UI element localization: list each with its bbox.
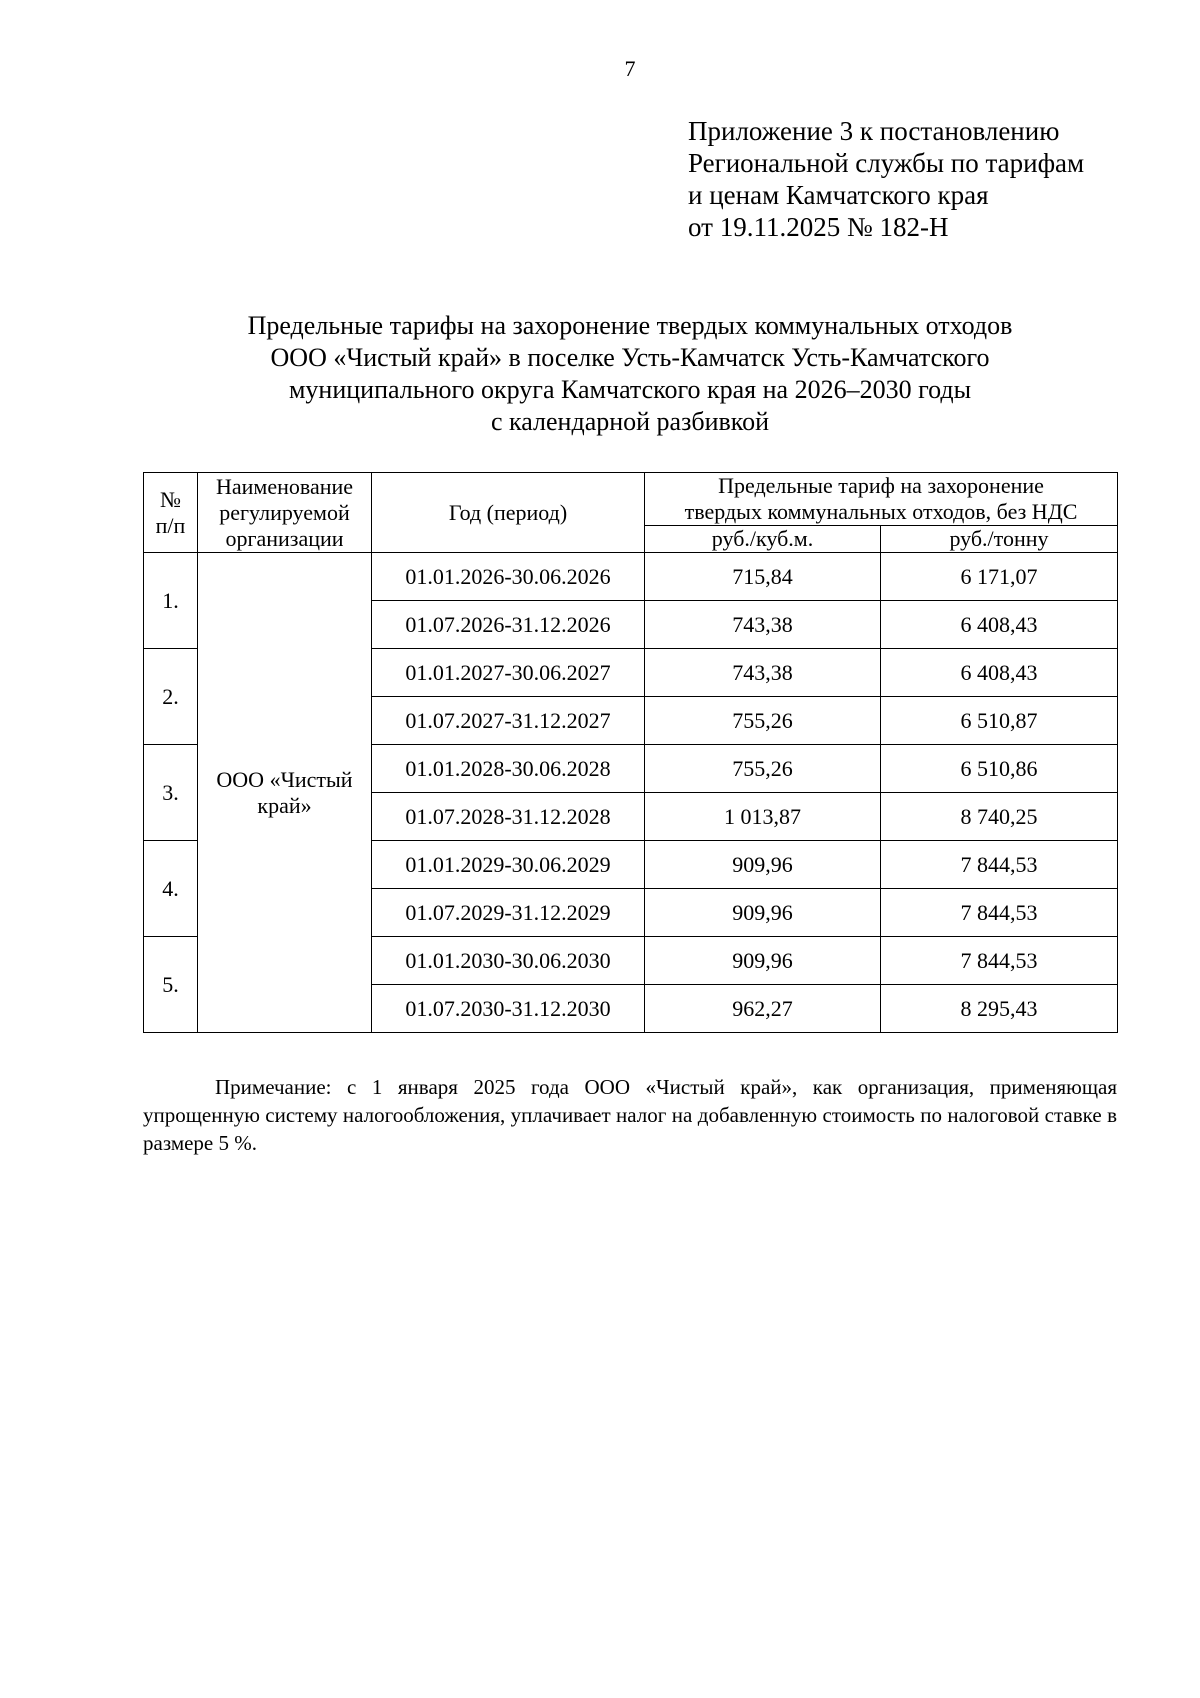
tariff-m3-cell: 755,26 bbox=[645, 745, 881, 793]
tariff-m3-cell: 909,96 bbox=[645, 841, 881, 889]
tariff-m3-cell: 909,96 bbox=[645, 889, 881, 937]
header-unit-m3: руб./куб.м. bbox=[645, 526, 881, 553]
tariff-t-cell: 6 408,43 bbox=[881, 649, 1118, 697]
period-cell: 01.07.2030-31.12.2030 bbox=[372, 985, 645, 1033]
tariff-m3-cell: 715,84 bbox=[645, 553, 881, 601]
appendix-line: Региональной службы по тарифам bbox=[688, 148, 1085, 178]
period-cell: 01.01.2026-30.06.2026 bbox=[372, 553, 645, 601]
tariff-t-cell: 6 171,07 bbox=[881, 553, 1118, 601]
appendix-line: и ценам Камчатского края bbox=[688, 180, 989, 210]
tariff-m3-cell: 755,26 bbox=[645, 697, 881, 745]
title-line: Предельные тарифы на захоронение твердых коммунальных отходов bbox=[247, 311, 1013, 340]
tariff-m3-cell: 1 013,87 bbox=[645, 793, 881, 841]
period-cell: 01.07.2028-31.12.2028 bbox=[372, 793, 645, 841]
period-cell: 01.07.2026-31.12.2026 bbox=[372, 601, 645, 649]
appendix-line: от 19.11.2025 № 182-Н bbox=[688, 212, 949, 242]
table-row bbox=[144, 553, 1118, 601]
period-cell: 01.07.2029-31.12.2029 bbox=[372, 889, 645, 937]
period-cell: 01.01.2027-30.06.2027 bbox=[372, 649, 645, 697]
tariff-t-cell: 6 408,43 bbox=[881, 601, 1118, 649]
header-organization: Наименование регулируемой организации bbox=[198, 473, 372, 553]
tariff-t-cell: 7 844,53 bbox=[881, 841, 1118, 889]
tariff-m3-cell: 909,96 bbox=[645, 937, 881, 985]
appendix-reference bbox=[688, 115, 1084, 243]
header-tariff: Предельные тариф на захоронение твердых коммунальных отходов, без НДС bbox=[645, 473, 1118, 526]
appendix-line: Приложение 3 к постановлению bbox=[688, 116, 1060, 146]
tariff-t-cell: 7 844,53 bbox=[881, 889, 1118, 937]
period-cell: 01.01.2030-30.06.2030 bbox=[372, 937, 645, 985]
organization-cell: ООО «Чистый край» bbox=[198, 553, 372, 1033]
tariff-m3-cell: 743,38 bbox=[645, 601, 881, 649]
tariff-m3-cell: 743,38 bbox=[645, 649, 881, 697]
header-unit-t: руб./тонну bbox=[881, 526, 1118, 553]
title-line: с календарной разбивкой bbox=[490, 407, 770, 436]
period-cell: 01.01.2029-30.06.2029 bbox=[372, 841, 645, 889]
tariff-table bbox=[143, 472, 1118, 1033]
tariff-t-cell: 8 740,25 bbox=[881, 793, 1118, 841]
tariff-m3-cell: 962,27 bbox=[645, 985, 881, 1033]
page-number: 7 bbox=[624, 56, 636, 81]
tariff-t-cell: 6 510,87 bbox=[881, 697, 1118, 745]
tariff-t-cell: 6 510,86 bbox=[881, 745, 1118, 793]
row-number: 1. bbox=[144, 553, 198, 649]
title-line: ООО «Чистый край» в поселке Усть-Камчатск Усть-Камчатского bbox=[270, 343, 990, 372]
period-cell: 01.07.2027-31.12.2027 bbox=[372, 697, 645, 745]
document-title bbox=[130, 310, 1130, 438]
row-number: 2. bbox=[144, 649, 198, 745]
row-number: 4. bbox=[144, 841, 198, 937]
footnote: Примечание: с 1 января 2025 года ООО «Чистый край», как организация, применяющая упрощенную систему налогообложения, уплачивает налог на добавленную стоимость по налоговой ставке в размере 5 %. bbox=[143, 1075, 1117, 1155]
tariff-t-cell: 8 295,43 bbox=[881, 985, 1118, 1033]
header-period: Год (период) bbox=[372, 473, 645, 553]
title-line: муниципального округа Камчатского края на 2026–2030 годы bbox=[288, 375, 972, 404]
header-number: № п/п bbox=[144, 473, 198, 553]
row-number: 3. bbox=[144, 745, 198, 841]
period-cell: 01.01.2028-30.06.2028 bbox=[372, 745, 645, 793]
tariff-t-cell: 7 844,53 bbox=[881, 937, 1118, 985]
row-number: 5. bbox=[144, 937, 198, 1033]
